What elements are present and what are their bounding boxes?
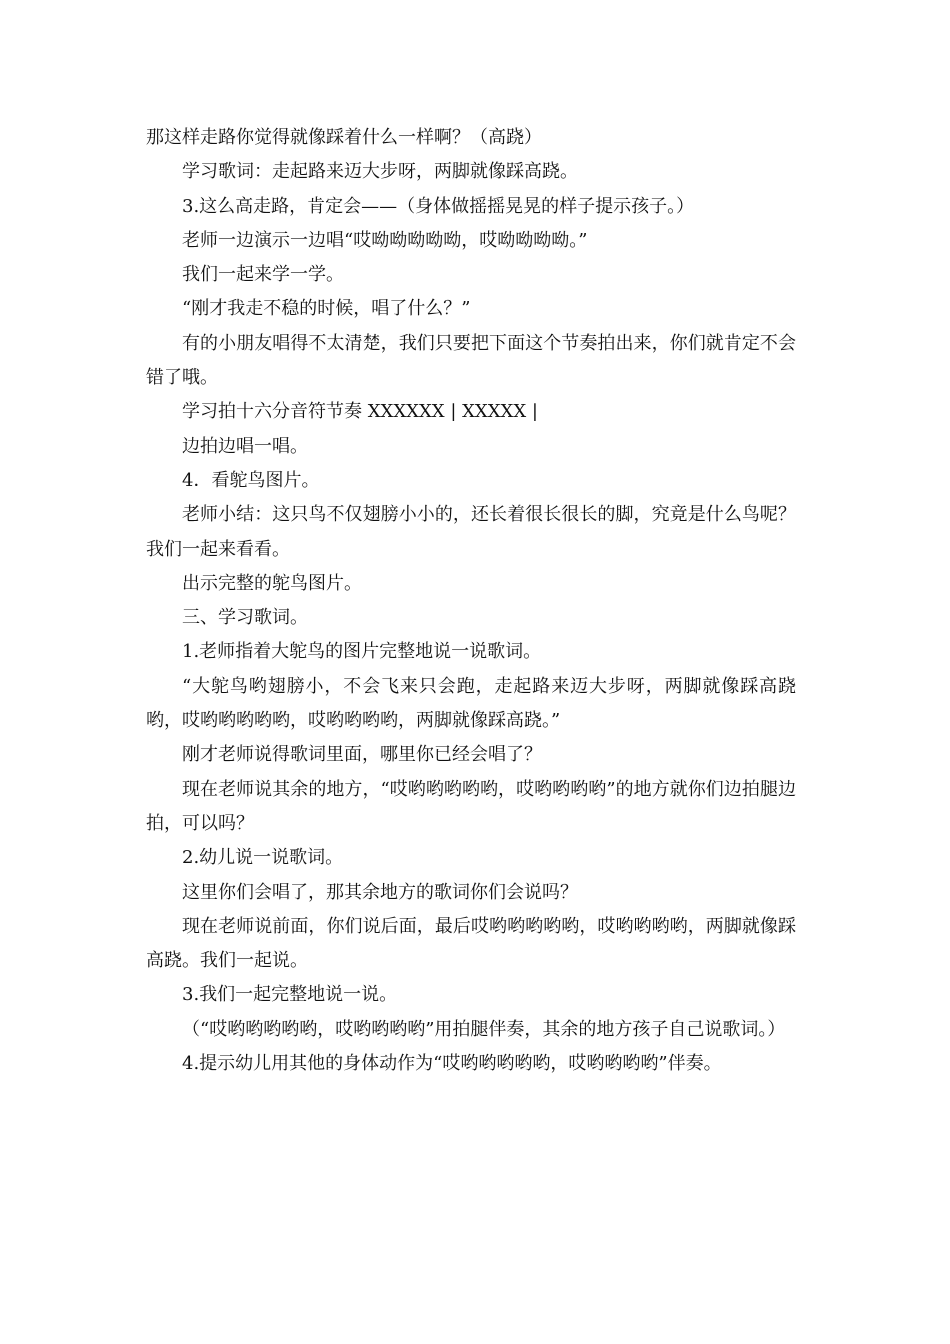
paragraph: 那这样走路你觉得就像踩着什么一样啊？（高跷） [146,127,542,148]
paragraph: 有的小朋友唱得不太清楚，我们只要把下面这个节奏拍出来，你们就肯定不会错了哦。 [146,332,796,389]
paragraph: 老师一边演示一边唱“哎呦呦呦呦呦，哎呦呦呦呦。” [182,229,588,251]
paragraph: 我们一起来学一学。 [182,264,344,286]
paragraph: 学习拍十六分音符节奏 XXXXXX | XXXXX | [182,401,538,423]
document-body [146,121,796,1081]
paragraph: 1.老师指着大鸵鸟的图片完整地说一说歌词。 [182,641,542,663]
paragraph: 3.这么高走路，肯定会——（身体做摇摇晃晃的样子提示孩子。） [182,195,695,217]
paragraph: 边拍边唱一唱。 [182,435,308,457]
paragraph: 出示完整的鸵鸟图片。 [182,572,362,594]
paragraph: “大鸵鸟哟翅膀小，不会飞来只会跑，走起路来迈大步呀，两脚就像踩高跷哟，哎哟哟哟哟哟，哎哟哟哟哟，两脚就像踩高跷。” [146,675,796,732]
paragraph: “刚才我走不稳的时候，唱了什么？” [182,298,471,320]
paragraph: 学习歌词：走起路来迈大步呀，两脚就像踩高跷。 [182,161,578,183]
paragraph: 刚才老师说得歌词里面，哪里你已经会唱了？ [182,744,542,766]
paragraph: 2.幼儿说一说歌词。 [182,847,344,869]
paragraph: 三、学习歌词。 [182,607,308,629]
paragraph: （“哎哟哟哟哟哟，哎哟哟哟哟”用拍腿伴奏，其余的地方孩子自己说歌词。） [182,1018,786,1040]
paragraph: 这里你们会唱了，那其余地方的歌词你们会说吗？ [182,881,578,903]
paragraph: 老师小结：这只鸟不仅翅膀小小的，还长着很长很长的脚，究竟是什么鸟呢？我们一起来看看。 [146,504,796,560]
paragraph: 4.提示幼儿用其他的身体动作为“哎哟哟哟哟哟，哎哟哟哟哟”伴奏。 [182,1053,722,1075]
paragraph: 3.我们一起完整地说一说。 [182,984,398,1006]
paragraph: 现在老师说前面，你们说后面，最后哎哟哟哟哟哟，哎哟哟哟哟，两脚就像踩高跷。我们一起说。 [146,915,796,972]
paragraph: 4．看鸵鸟图片。 [182,469,320,491]
paragraph: 现在老师说其余的地方，“哎哟哟哟哟哟，哎哟哟哟哟”的地方就你们边拍腿边拍，可以吗？ [146,778,796,834]
